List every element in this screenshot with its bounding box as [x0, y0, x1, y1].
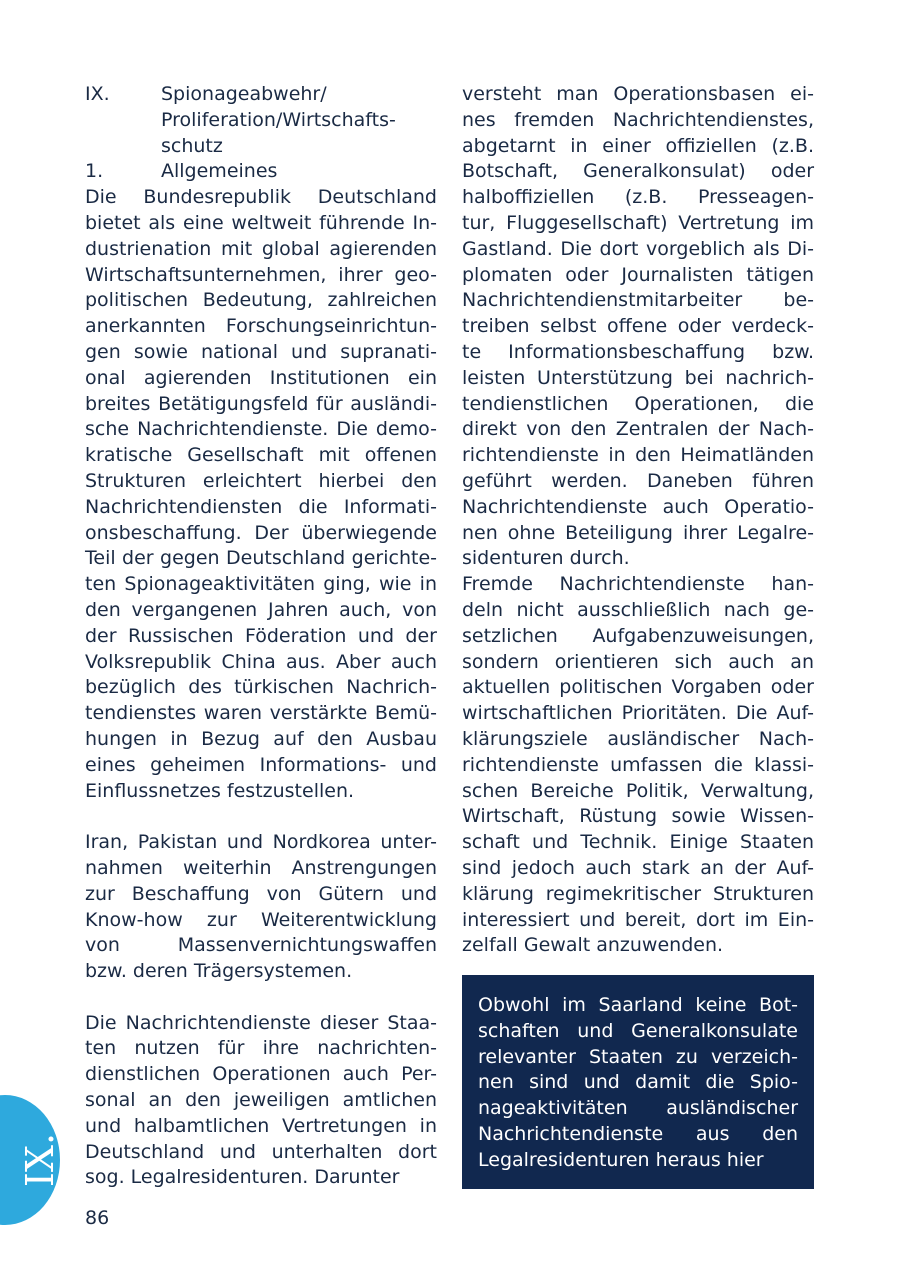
text-line: tur, Fluggesellschaft) Vertretung im	[462, 211, 814, 234]
text-line: Botschaft, Generalkonsulat) oder	[462, 160, 814, 183]
text-line: tendienstlichen Operationen, die	[462, 392, 814, 415]
text-line: Nachrichtendienste auch Operatio-	[462, 495, 814, 518]
text-line: Iran, Pakistan und Nordkorea unter-	[85, 831, 437, 854]
text-line: schen Bereiche Politik, Verwaltung,	[462, 779, 814, 802]
text-line: Nachrichtendienstmitarbeiter be-	[462, 289, 814, 312]
text-line: onsbeschaffung. Der überwiegende	[85, 521, 437, 544]
text-line: Nachrichtendienste aus den	[478, 1122, 798, 1145]
section-heading	[85, 82, 437, 159]
text-line: von Massenvernichtungswaffen	[85, 934, 437, 957]
text-line: anerkannten Forschungseinrichtun-	[85, 315, 437, 338]
text-line: ten Spionageaktivitäten ging, wie in	[85, 573, 437, 596]
page-number: 86	[85, 1207, 110, 1229]
body-paragraph	[462, 82, 814, 572]
text-line: breites Betätigungsfeld für ausländi-	[85, 392, 437, 415]
text-line: versteht man Operationsbasen ei-	[462, 83, 814, 105]
text-line: interessiert und bereit, dort im Ein-	[462, 908, 814, 931]
text-line: te Informationsbeschaffung bzw.	[462, 340, 814, 363]
text-line: Know-how zur Weiterentwicklung	[85, 908, 437, 931]
text-line: Obwohl im Saarland keine Bot-	[478, 994, 798, 1016]
text-line: direkt von den Zentralen der Nach-	[462, 418, 814, 441]
text-line: nen sind und damit die Spio-	[478, 1071, 798, 1094]
text-line: Wirtschaftsunternehmen, ihrer geo-	[85, 263, 437, 286]
info-box-text	[478, 993, 798, 1174]
text-line: gen sowie national und supranati-	[85, 340, 437, 363]
text-line: Legalresidenturen heraus hier	[478, 1148, 764, 1171]
text-line: eines geheimen Informations- und	[85, 753, 437, 776]
body-paragraph	[85, 830, 437, 985]
text-line: sonal an den jeweiligen amtlichen	[85, 1089, 437, 1112]
text-line: relevanter Staaten zu verzeich-	[478, 1045, 798, 1068]
text-line: sog. Legalresidenturen. Darunter	[85, 1166, 400, 1189]
section-heading-number: IX.	[85, 83, 110, 105]
left-column	[85, 82, 437, 1191]
text-line: bzw. deren Trägersystemen.	[85, 960, 353, 983]
body-paragraph	[85, 185, 437, 804]
text-line: nahmen weiterhin Anstrengungen	[85, 856, 437, 879]
text-line: Fremde Nachrichtendienste han-	[462, 573, 814, 596]
text-line: Nachrichtendiensten die Informati-	[85, 495, 437, 518]
text-line: sondern orientieren sich auch an	[462, 650, 814, 673]
text-line: richtendienste umfassen die klassi-	[462, 753, 814, 776]
text-line: Volksrepublik China aus. Aber auch	[85, 650, 437, 673]
section-heading-line: Proliferation/Wirtschafts-	[161, 108, 396, 131]
text-line: nen ohne Beteiligung ihrer Legalre-	[462, 521, 814, 544]
text-line: halboffiziellen (z.B. Presseagen-	[462, 186, 814, 209]
text-line: hungen in Bezug auf den Ausbau	[85, 727, 437, 750]
text-line: und halbamtlichen Vertretungen in	[85, 1114, 437, 1137]
text-line: richtendienste in den Heimatländen	[462, 444, 814, 467]
text-line: aktuellen politischen Vorgaben oder	[462, 676, 814, 699]
text-line: Gastland. Die dort vorgeblich als Di-	[462, 237, 814, 260]
text-line: leisten Unterstützung bei nachrich-	[462, 366, 814, 389]
text-line: Deutschland und unterhalten dort	[85, 1140, 437, 1163]
text-line: sidenturen durch.	[462, 547, 630, 570]
text-line: Strukturen erleichtert hierbei den	[85, 469, 437, 492]
right-column	[462, 82, 814, 959]
text-line: zelfall Gewalt anzuwenden.	[462, 934, 724, 957]
text-line: Die Nachrichtendienste dieser Staa-	[85, 1011, 437, 1034]
text-line: onal agierenden Institutionen ein	[85, 366, 437, 389]
text-line: geführt werden. Daneben führen	[462, 469, 814, 492]
text-line: Einflussnetzes festzustellen.	[85, 779, 355, 802]
text-line: plomaten oder Journalisten tätigen	[462, 263, 814, 286]
text-line: klärungsziele ausländischer Nach-	[462, 727, 814, 750]
text-line: tendienstes waren verstärkte Bemü-	[85, 702, 437, 725]
text-line: politischen Bedeutung, zahlreichen	[85, 289, 437, 312]
text-line: bezüglich des türkischen Nachrich-	[85, 676, 437, 699]
text-line: sind jedoch auch stark an der Auf-	[462, 856, 814, 879]
info-box	[462, 975, 814, 1189]
text-line: setzlichen Aufgabenzuweisungen,	[462, 624, 814, 647]
body-paragraph	[462, 572, 814, 959]
text-line: kratische Gesellschaft mit offenen	[85, 444, 437, 467]
text-line: nageaktivitäten ausländischer	[478, 1097, 798, 1120]
text-line: zur Beschaffung von Gütern und	[85, 882, 437, 905]
text-line: abgetarnt in einer offiziellen (z.B.	[462, 134, 814, 157]
text-line: treiben selbst offene oder verdeck-	[462, 315, 814, 338]
body-paragraph	[85, 1011, 437, 1192]
chapter-tab-label: IX.	[18, 1132, 62, 1188]
text-line: wirtschaftlichen Prioritäten. Die Auf-	[462, 702, 814, 725]
text-line: bietet als eine weltweit führende In-	[85, 211, 437, 234]
text-line: der Russischen Föderation und der	[85, 624, 437, 647]
section-heading-line: schutz	[161, 134, 223, 157]
text-line: dustrienation mit global agierenden	[85, 237, 437, 260]
text-line: schaften und Generalkonsulate	[478, 1019, 798, 1042]
text-line: dienstlichen Operationen auch Per-	[85, 1063, 437, 1086]
subsection-heading-text: Allgemeines	[161, 160, 278, 183]
text-line: Teil der gegen Deutschland gerichte-	[85, 547, 437, 570]
text-line: nes fremden Nachrichtendienstes,	[462, 108, 814, 131]
text-line: Die Bundesrepublik Deutschland	[85, 186, 437, 209]
text-line: den vergangenen Jahren auch, von	[85, 598, 437, 621]
subsection-heading	[85, 159, 437, 185]
text-line: deln nicht ausschließlich nach ge-	[462, 598, 814, 621]
section-heading-line: Spionageabwehr/	[161, 83, 327, 105]
text-line: ten nutzen für ihre nachrichten-	[85, 1037, 437, 1060]
text-line: sche Nachrichtendienste. Die demo-	[85, 418, 437, 441]
text-line: schaft und Technik. Einige Staaten	[462, 831, 814, 854]
text-line: Wirtschaft, Rüstung sowie Wissen-	[462, 805, 814, 828]
subsection-heading-number: 1.	[85, 160, 104, 183]
text-line: klärung regimekritischer Strukturen	[462, 882, 814, 905]
